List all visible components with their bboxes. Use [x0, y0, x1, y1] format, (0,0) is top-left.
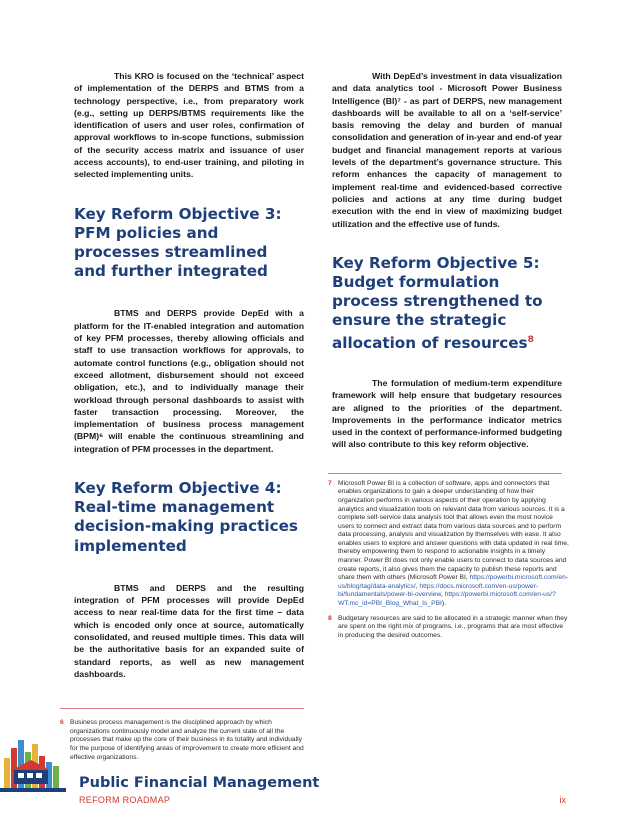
footnote-number: 6: [60, 719, 64, 727]
footer-subtitle: REFORM ROADMAP: [79, 795, 171, 805]
deped-pfm-logo: [0, 700, 76, 800]
powerbi-blog-what-is-link[interactable]: https://powerbi.microsoft.com/en-us/?WT.mc_id=PBI_Blog_What_Is_PBI: [338, 591, 556, 608]
kro4-heading: Key Reform Objective 4: Real-time management decision-making practices implemented: [74, 479, 298, 555]
footnote-text: Microsoft Power BI is a collection of software, apps and connectors that enables organizations to gain a deeper understanding of how their organization performs in various aspects of their operation by applying analytics and visualization tools on relevant data from various sources. It is a complete self-service data analysis tool that allows even the most novice users to connect and extract data from various data sources and to perform data processing, analysis and visualization by themselves with ease. It also enables users to explore and answer questions with data updated in real time, thereby empowering them to respond to actionable insights in a timely manner. Power BI does not only enable users to connect to data sources and create reports, it also gives them the capacity to publish these reports and share them with others (Microsoft Power BI, https://powerbi.microsoft.com/en-us/blog/tag/data-analytics/, https://docs.microsoft.com/en-us/power-bi/fundamentals/power-bi-overview, https://powerbi.microsoft.com/en-us/?WT.mc_id=PBI_Blog_What_Is_PBI).: [338, 479, 569, 608]
footnote-ref-8: 8: [527, 334, 534, 345]
footnote-text: Budgetary resources are said to be allocated in a strategic manner when they are spent on the right mix of programs, i.e., programs that are most effective in producing the desired outcomes.: [338, 614, 568, 639]
kro2-paragraph: This KRO is focused on the ‘technical’ aspect of implementation of the DERPS and BTMS from a technology perspective, i.e., from preparatory work (e.g., setting up DERPS/BTMS requirements like the identification of users and user roles, confirmation of approval workflows to in-scope functions, submission of the security access matrix and issuance of user access accounts), to end-user training, and piloting in selected implementing units.: [74, 71, 304, 180]
footnote-7: [328, 480, 570, 609]
kro4-continued-paragraph: With DepEd’s investment in data visualization and data analytics tool - Microsoft Power Business Intelligence (BI)⁷ - as part of DERPS, new management dashboards will be available to all on a ‘self-service’ basis removing the delay and burden of manual consolidation and generation of in-year and end-of year budget and financial management reports at various levels of the department’s governance structure. This reform enhances the capacity of management to implement real-time and evidenced-based corrective policies and actions at any time during budget execution with the end in view of maximizing budget utilization and the effective use of funds.: [332, 71, 562, 229]
footer-title: Public Financial Management: [79, 775, 320, 791]
footnote-divider: [328, 473, 562, 474]
powerbi-blog-link[interactable]: https://powerbi.microsoft.com/en-us/blog/tag/data-analytics/: [338, 574, 569, 590]
kro3-paragraph: BTMS and DERPS provide DepEd with a platform for the IT-enabled integration and automation of key PFM processes, thereby allowing officials and staff to use transaction workflows for approvals, to automate control functions (e.g., obligation should not exceed allotment, disbursement should not exceed obligation, etc.), and to individually manage their workload through personal dashboards to assist with faster transaction processing. Moreover, the implementation of business process management (BPM)⁶ will enable the continuous streamlining and integration of PFM processes in the department.: [74, 308, 304, 454]
footnote-number: 8: [328, 614, 332, 622]
page-number: ix: [559, 795, 566, 805]
kro3-heading: Key Reform Objective 3: PFM policies and processes streamlined and further integrated: [74, 204, 282, 281]
left-column: [60, 70, 304, 762]
footnote-number: 7: [328, 479, 332, 487]
footnote-divider: [60, 708, 304, 709]
footnote-8: [328, 615, 570, 641]
kro5-heading: Key Reform Objective 5: Budget formulation process strengthened to ensure the strategic allocation of resources$^8$: [332, 253, 543, 352]
footnote-6: [60, 719, 304, 762]
footnote-text: Business process management is the disciplined approach by which organizations continuously model and analyze the current state of all the processes that make up the core of their business in its totality and individually for the purpose of identifying areas of improvement to create more efficient and effective organizations.: [70, 719, 304, 761]
right-column: [328, 70, 569, 640]
kro5-paragraph: The formulation of medium-term expenditure framework will help ensure that budgetary resources are aligned to the priorities of the department. Improvements in the performance indicator metrics used in the context of performance-informed budgeting will also contribute to this key reform objective.: [332, 377, 562, 450]
powerbi-docs-link[interactable]: https://docs.microsoft.com/en-us/power-bi/fundamentals/power-bi-overview: [338, 582, 538, 599]
kro4-paragraph: BTMS and DERPS and the resulting integration of PFM processes will provide DepEd access to near real-time data for the first time – data which is encoded only once at source, automatically consolidated, and reused multiple times. This data will be the authoritative basis for an expanded suite of standard reports, as well as new management dashboards.: [74, 582, 304, 679]
